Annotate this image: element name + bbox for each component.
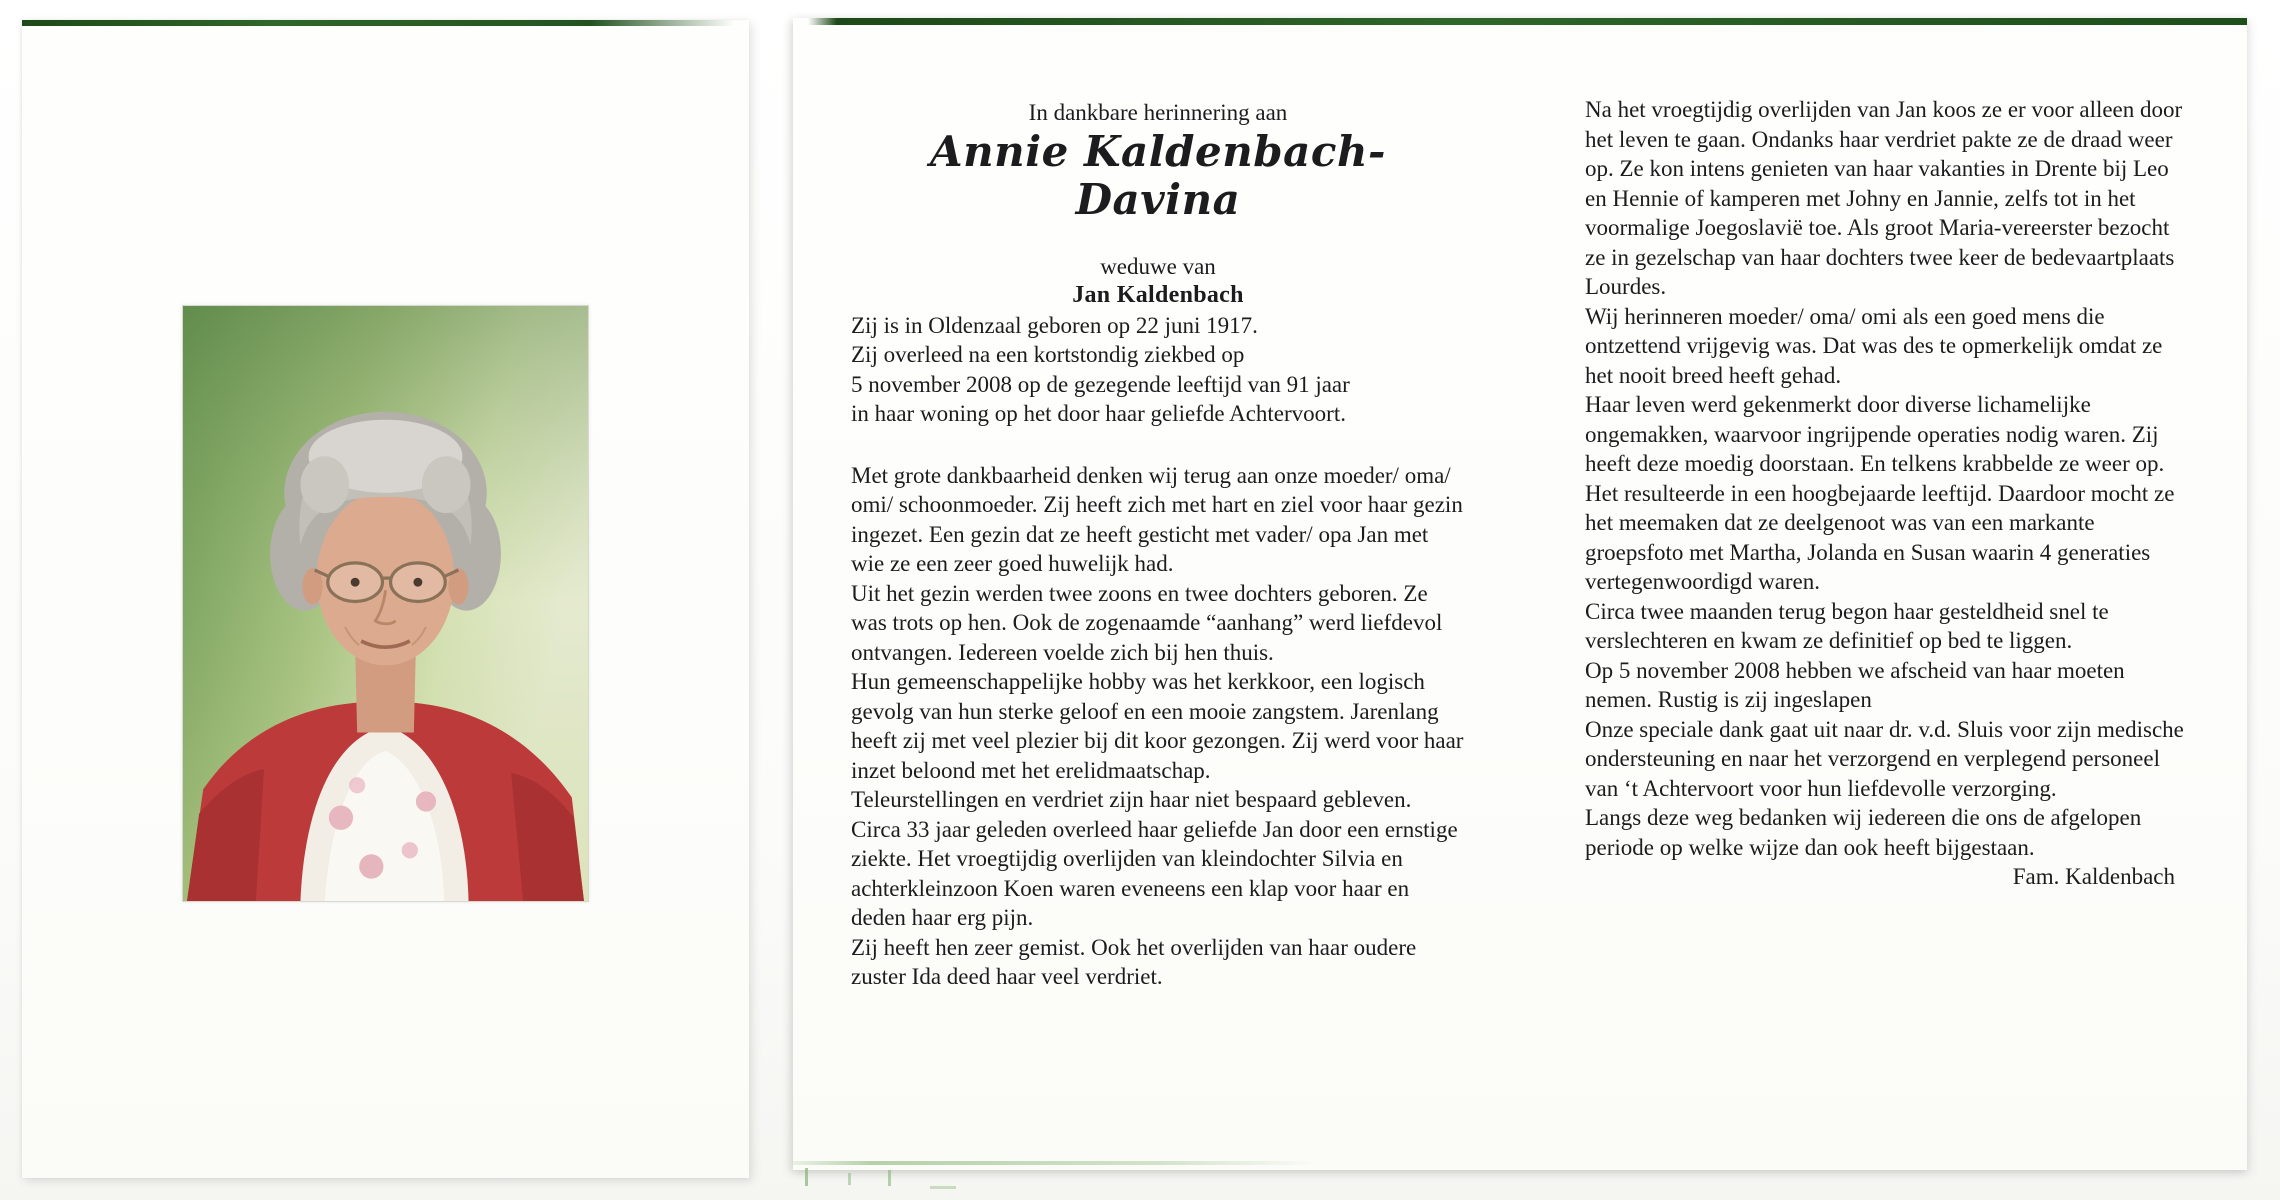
birth-death-line: Zij overleed na een kortstondig ziekbed op <box>851 342 1245 367</box>
page-edge-line <box>808 18 2247 25</box>
scan-artifact <box>930 1186 956 1189</box>
right-page <box>793 18 2247 1170</box>
memorial-paragraph: Onze speciale dank gaat uit naar dr. v.d. Sluis voor zijn medische ondersteuning en naar het verzorgend en verplegend personeel van ‘t Achtervoort voor hun liefdevolle verzorging. <box>1585 716 2184 801</box>
birth-death-line: Zij is in Oldenzaal geboren op 22 juni 1917. <box>851 312 1258 338</box>
memorial-paragraph: Zij heeft hen zeer gemist. Ook het overlijden van haar oudere zuster Ida deed haar veel verdriet. <box>851 934 1417 989</box>
life-story-paragraphs <box>851 461 1465 992</box>
memorial-paragraph: Na het vroegtijdig overlijden van Jan koos ze er voor alleen door het leven te gaan. Ondanks haar verdriet pakte ze de draad weer op. Ze kon intens genieten van haar vakanties in Drente bij Leo en Hennie of kamperen met Johny en Jannie, zelfs tot in het voormalige Joegoslavië toe. Als groot Maria-vereerster bezocht ze in gezelschap van haar dochters twee keer de bedevaartplaats Lourdes. <box>1585 97 2183 299</box>
memorial-paragraph: Wij herinneren moeder/ oma/ omi als een goed mens die ontzettend vrijgevig was. Dat was des te opmerkelijk omdat ze het nooit breed heeft gehad. <box>1585 303 2163 388</box>
portrait-illustration <box>183 306 588 901</box>
memorial-paragraph: Het resulteerde in een hoogbejaarde leeftijd. Daardoor mocht ze het meemaken dat ze deelgenoot was van een markante groepsfoto met Martha, Jolanda en Susan waarin 4 generaties vertegenwoordigd waren. <box>1585 480 2175 594</box>
memorial-paragraph: Teleurstellingen en verdriet zijn haar niet bespaard gebleven. Circa 33 jaar geleden overleed haar geliefde Jan door een ernstige ziekte. Het vroegtijdig overlijden van kleindochter Silvia en achterkleinzoon Koen waren eveneens een klap voor haar en deden haar erg pijn. <box>851 787 1458 930</box>
memorial-paragraph: Uit het gezin werden twee zoons en twee dochters geboren. Ze was trots op hen. Ook de zogenaamde “aanhang” werd liefdevol ontvangen. Iedereen voelde zich bij hen thuis. <box>851 580 1443 665</box>
memorial-text-column-2 <box>1585 95 2185 892</box>
memorial-paragraph: Hun gemeenschappelijke hobby was het kerkkoor, een logisch gevolg van hun sterke geloof en een mooie zangstem. Jarenlang heeft zij met veel plezier bij dit koor gezongen. Zij werd voor haar inzet beloond met het erelidmaatschap. <box>851 669 1464 783</box>
memorial-paragraph: Haar leven werd gekenmerkt door diverse lichamelijke ongemakken, waarvoor ingrijpende operaties nodig waren. Zij heeft deze moedig doorstaan. En telkens krabbelde ze weer op. <box>1585 392 2165 476</box>
portrait-photo <box>182 305 589 902</box>
memorial-text-column-1 <box>851 98 1465 992</box>
scan-artifact <box>848 1173 851 1185</box>
memorial-paragraph: Met grote dankbaarheid denken wij terug aan onze moeder/ oma/ omi/ schoonmoeder. Zij heeft zich met hart en ziel voor haar gezin ingezet. Een gezin dat ze heeft gesticht met vader/ opa Jan met wie ze een zeer goed huwelijk had. <box>851 462 1463 576</box>
closing-thanks-paragraph: Langs deze weg bedanken wij iedereen die ons de afgelopen periode op welke wijze dan ook heeft bijgestaan. <box>1585 805 2142 860</box>
family-signature: Fam. Kaldenbach <box>2012 864 2175 889</box>
memorial-paragraph: Op 5 november 2008 hebben we afscheid van haar moeten nemen. Rustig is zij ingeslapen <box>1585 657 2125 712</box>
memorial-intro-line: In dankbare herinnering aan <box>1028 100 1288 125</box>
birth-death-line: 5 november 2008 op de gezegende leeftijd van 91 jaar <box>851 371 1350 397</box>
life-story-paragraphs-continued <box>1585 95 2185 803</box>
birth-death-lines <box>851 311 1465 429</box>
left-page <box>22 20 749 1178</box>
page-edge-line <box>22 20 734 26</box>
scan-artifact <box>888 1170 891 1186</box>
deceased-name: Annie Kaldenbach-Davina <box>930 126 1386 224</box>
scan-artifact <box>805 1168 808 1186</box>
scan-smudge <box>793 1161 1316 1165</box>
birth-death-line: in haar woning op het door haar geliefde Achtervoort. <box>851 401 1346 426</box>
relation-line: weduwe van <box>1100 253 1216 279</box>
spouse-name: Jan Kaldenbach <box>1072 282 1244 308</box>
memorial-paragraph: Circa twee maanden terug begon haar gesteldheid snel te verslechteren en kwam ze definitief op bed te liggen. <box>1585 598 2109 653</box>
